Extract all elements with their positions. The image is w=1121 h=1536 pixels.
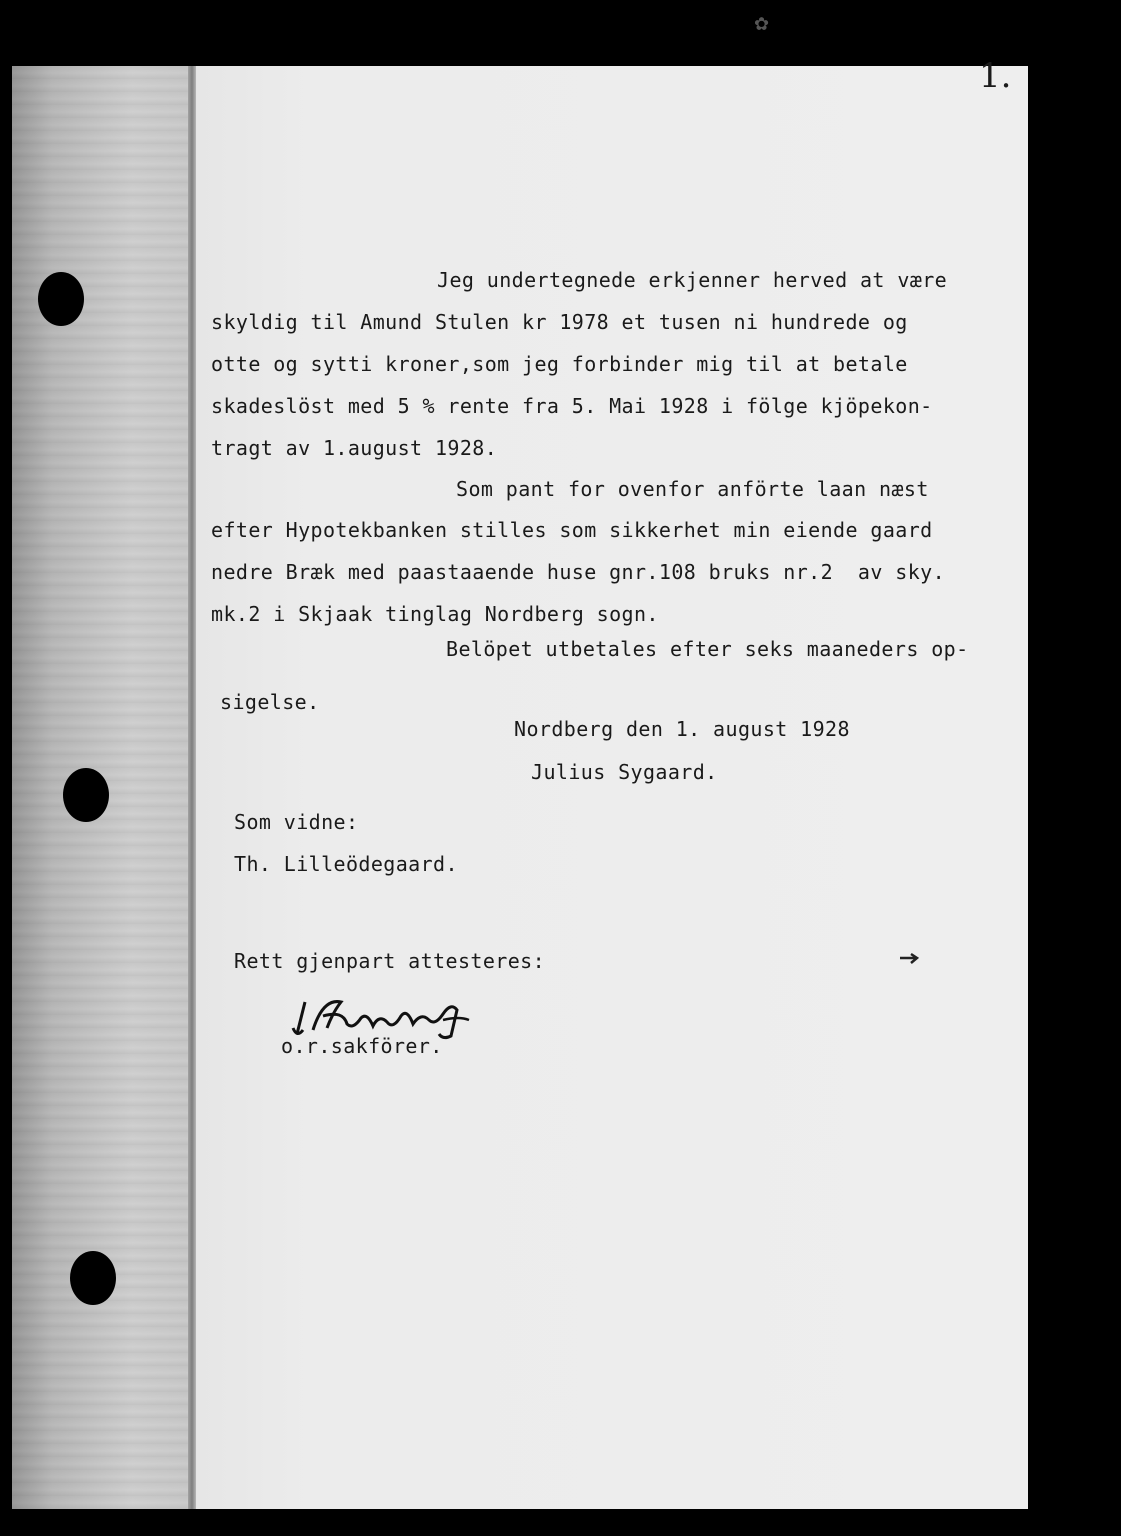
body-line-4: skadeslöst med 5 % rente fra 5. Mai 1928 i fölge kjöpekon- [211, 394, 933, 418]
margin-line [188, 66, 196, 1509]
punch-hole-top [38, 272, 84, 326]
arrow-mark-icon [898, 952, 922, 966]
witness-name: Th. Lilleödegaard. [234, 852, 458, 876]
dateline: Nordberg den 1. august 1928 [514, 717, 850, 741]
punch-hole-bottom [70, 1251, 116, 1305]
signer-name: Julius Sygaard. [531, 760, 718, 784]
witness-label: Som vidne: [234, 810, 359, 834]
page-number: 1. [979, 56, 1012, 96]
body-line-9: mk.2 i Skjaak tinglag Nordberg sogn. [211, 602, 659, 626]
punch-hole-middle [63, 768, 109, 822]
body-line-3: otte og sytti kroner,som jeg forbinder mig til at betale [211, 352, 908, 376]
body-line-11: sigelse. [220, 690, 320, 714]
body-line-2: skyldig til Amund Stulen kr 1978 et tusen ni hundrede og [211, 310, 908, 334]
body-line-5: tragt av 1.august 1928. [211, 436, 498, 460]
corner-mark-icon: ✿ [754, 14, 770, 35]
body-line-6: Som pant for ovenfor anförte laan næst [456, 477, 929, 501]
body-line-8: nedre Bræk med paastaaende huse gnr.108 bruks nr.2 av sky. [211, 560, 946, 584]
attestation-title: o.r.sakförer. [281, 1034, 443, 1058]
attestation-label: Rett gjenpart attesteres: [234, 949, 546, 973]
body-line-10: Belöpet utbetales efter seks maaneders op- [446, 637, 969, 661]
body-line-7: efter Hypotekbanken stilles som sikkerhet min eiende gaard [211, 518, 933, 542]
body-line-1: Jeg undertegnede erkjenner herved at være [437, 268, 948, 292]
